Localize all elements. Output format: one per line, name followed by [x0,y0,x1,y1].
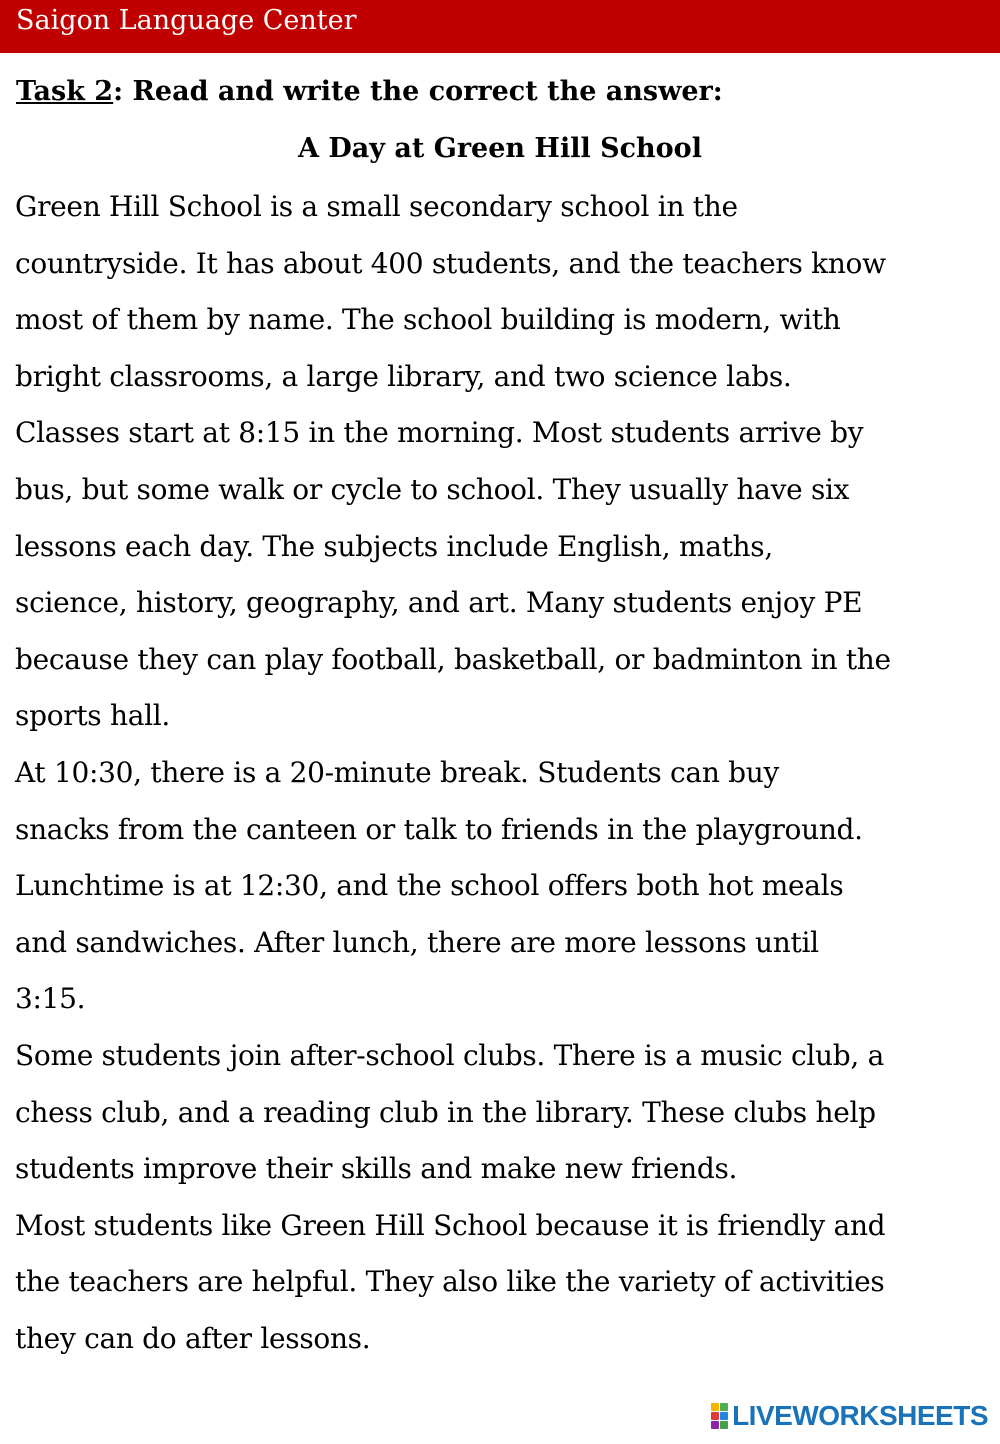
header-title: Saigon Language Center [16,5,357,36]
passage-line: Classes start at 8:15 in the morning. Most students arrive by [15,416,864,450]
passage-line: At 10:30, there is a 20-minute break. Students can buy [15,756,780,789]
liveworksheets-logo [711,1400,988,1432]
passage-line: and sandwiches. After lunch, there are more lessons until [15,925,819,959]
passage-line: most of them by name. The school building is modern, with [15,303,841,337]
task-instruction: : Read and write the correct the answer: [113,76,723,107]
liveworksheets-logo-text: LIVEWORKSHEETS [732,1400,988,1431]
passage-line: science, history, geography, and art. Many students enjoy PE [15,586,863,620]
passage-line: students improve their skills and make new friends. [15,1152,738,1186]
passage-line: they can do after lessons. [15,1322,371,1355]
header-bar [0,0,1000,53]
passage-line: snacks from the canteen or talk to friends in the playground. [15,812,863,846]
passage-line: Some students join after-school clubs. There is a music club, a [15,1039,884,1072]
passage-line: sports hall. [15,699,170,733]
article-title: A Day at Green Hill School [298,133,702,164]
passage-line: bus, but some walk or cycle to school. They usually have six [15,473,850,506]
task-label: Task 2 [16,76,114,107]
passage-line: countryside. It has about 400 students, and the teachers know [15,246,886,280]
passage-line: Lunchtime is at 12:30, and the school offers both hot meals [15,869,844,903]
passage-line: bright classrooms, a large library, and two science labs. [15,359,792,393]
passage-line: chess club, and a reading club in the library. These clubs help [15,1095,876,1129]
passage-line: lessons each day. The subjects include English, maths, [15,529,773,563]
passage-line: 3:15. [15,982,86,1016]
task-heading [16,76,723,107]
passage-line: the teachers are helpful. They also like the variety of activities [15,1265,885,1299]
liveworksheets-logo-icon [711,1403,728,1429]
passage-line: Green Hill School is a small secondary school in the [15,190,738,223]
passage-line: Most students like Green Hill School because it is friendly and [15,1208,886,1242]
passage-line: because they can play football, basketball, or badminton in the [15,642,891,676]
